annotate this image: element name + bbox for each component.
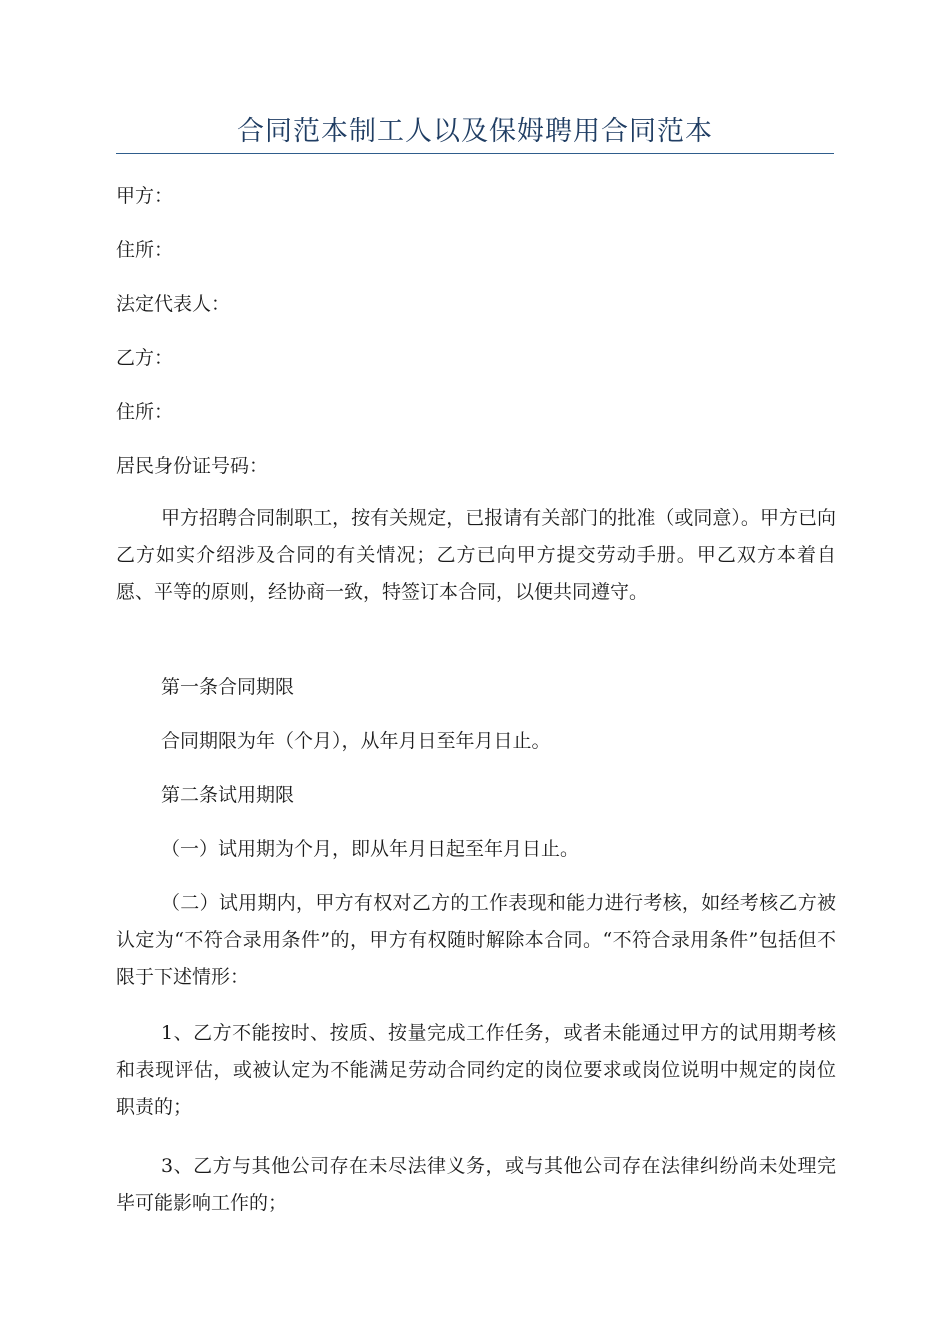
party-b-label: 乙方：: [116, 347, 174, 369]
legal-representative-label: 法定代表人：: [116, 293, 231, 315]
id-number-label: 居民身份证号码：: [116, 455, 269, 477]
party-b-address-label: 住所：: [116, 401, 174, 423]
party-a-label: 甲方：: [116, 185, 174, 207]
article-2-clause-1: （一）试用期为个月，即从年月日起至年月日止。: [161, 838, 580, 860]
article-2-clause-2: （二）试用期内，甲方有权对乙方的工作表现和能力进行考核，如经考核乙方被认定为“不符合录用条件”的，甲方有权随时解除本合同。“不符合录用条件”包括但不限于下述情形：: [116, 892, 836, 988]
party-a-address-label: 住所：: [116, 239, 174, 261]
title-underline: [116, 153, 834, 154]
preamble-paragraph: 甲方招聘合同制职工，按有关规定，已报请有关部门的批准（或同意）。甲方已向乙方如实介绍涉及合同的有关情况；乙方已向甲方提交劳动手册。甲乙双方本着自愿、平等的原则，经协商一致，特签订本合同，以便共同遵守。: [116, 507, 836, 603]
document-title: 合同范本制工人以及保姆聘用合同范本: [237, 116, 713, 147]
condition-item-1: 1、乙方不能按时、按质、按量完成工作任务，或者未能通过甲方的试用期考核和表现评估，或被认定为不能满足劳动合同约定的岗位要求或岗位说明中规定的岗位职责的；: [116, 1022, 836, 1118]
article-1-body: 合同期限为年（个月），从年月日至年月日止。: [161, 730, 551, 752]
article-1-heading: 第一条合同期限: [161, 676, 295, 698]
condition-item-3: 3、乙方与其他公司存在未尽法律义务，或与其他公司存在法律纠纷尚未处理完毕可能影响工作的；: [116, 1155, 836, 1214]
article-2-heading: 第二条试用期限: [161, 784, 295, 806]
